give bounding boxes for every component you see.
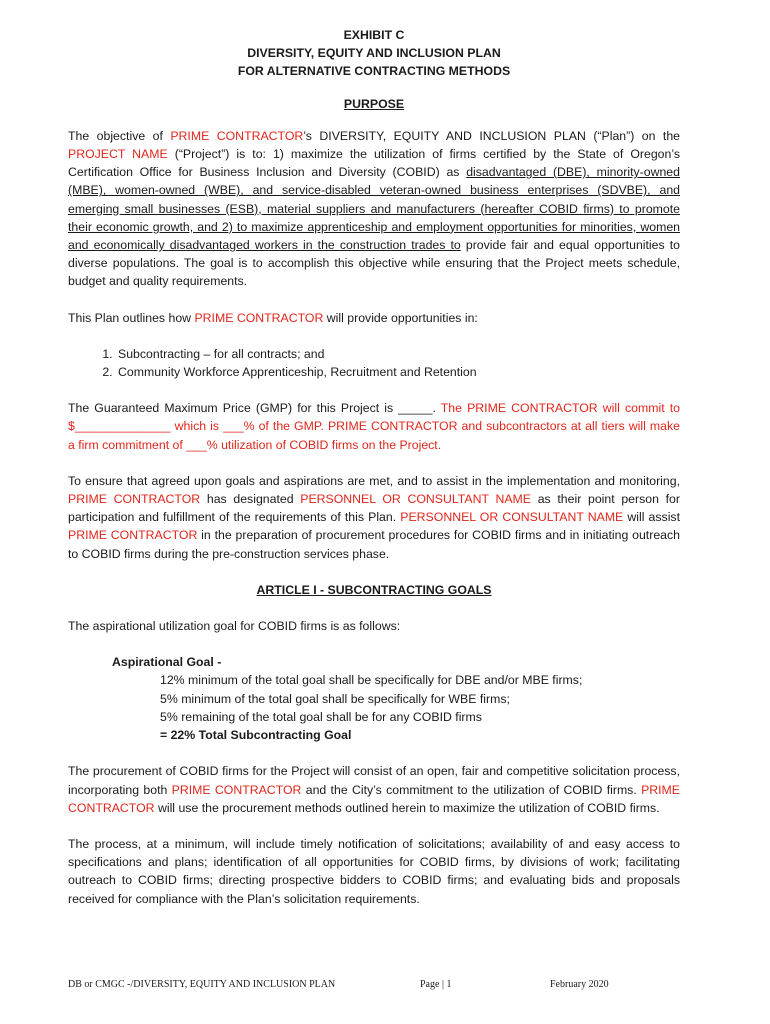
gmp-paragraph: The Guaranteed Maximum Price (GMP) for this Project is _____. The PRIME CONTRACTOR will commit to $______________ which is ___% of the GMP. PRIME CONTRACTOR and subcontractors at all tiers will make a firm commitment of ___% utilization of COBID firms on the Project. xyxy=(68,401,680,452)
footer-date: February 2020 xyxy=(550,979,609,990)
personnel-placeholder: PERSONNEL OR CONSULTANT NAME xyxy=(400,510,624,525)
goal-label: Aspirational Goal - xyxy=(112,655,222,670)
goal-intro-paragraph: The aspirational utilization goal for COBID firms is as follows: xyxy=(68,619,401,634)
goal-total: = 22% Total Subcontracting Goal xyxy=(160,728,352,743)
opportunity-list xyxy=(68,345,680,381)
plan-outline-paragraph: This Plan outlines how PRIME CONTRACTOR will provide opportunities in: xyxy=(68,310,478,325)
implementation-paragraph: To ensure that agreed upon goals and aspirations are met, and to assist in the implementation and monitoring, PRIME CONTRACTOR has designated PERSONNEL OR CONSULTANT NAME as their point person for participation and fulfillment of the requirements of this Plan. PERSONNEL OR CONSULTANT NAME will assist PRIME CONTRACTOR in the preparation of procurement procedures for COBID firms and in initiating outreach to COBID firms during the pre-construction services phase. xyxy=(68,473,680,561)
commitment-placeholder: The PRIME CONTRACTOR will commit to $______________ which is ___% of the GMP. PRIME CONTRACTOR and subcontractors at all tiers will make a firm commitment of ___% utilization of COBID firms on the Project. xyxy=(68,401,680,452)
list-item: 1. Subcontracting – for all contracts; and xyxy=(116,345,680,363)
underlined-objective: disadvantaged (DBE), minority-owned (MBE), women-owned (WBE), and service-disabled veteran-owned business enterprises (SDVBE), and emerging small businesses (ESB), material suppliers and manufacturers (hereafter COBID firms) to promote their economic growth, and 2) to maximize apprenticeship and employment opportunities for minorities, women and economically disadvantaged workers in the construction trades to xyxy=(68,165,680,253)
goal-line: 12% minimum of the total goal shall be specifically for DBE and/or MBE firms; xyxy=(160,673,583,688)
plan-subtitle: FOR ALTERNATIVE CONTRACTING METHODS xyxy=(237,64,511,79)
process-paragraph: The process, at a minimum, will include timely notification of solicitations; availability of and easy access to specifications and plans; identification of all opportunities for COBID firms, by divisions of work; facilitating outreach to COBID firms; directing prospective bidders to COBID firms; and evaluating bids and proposals received for compliance with the Plan’s solicitation requirements. xyxy=(68,836,680,906)
exhibit-title: EXHIBIT C xyxy=(343,28,405,42)
aspirational-goal-block xyxy=(112,653,680,744)
procurement-paragraph: The procurement of COBID firms for the Project will consist of an open, fair and competitive solicitation process, incorporating both PRIME CONTRACTOR and the City’s commitment to the utilization of COBID firms. PRIME CONTRACTOR will use the procurement methods outlined herein to maximize the utilization of COBID firms. xyxy=(68,764,681,815)
prime-contractor-placeholder: PRIME CONTRACTOR xyxy=(68,528,198,543)
footer-page-number: Page | 1 xyxy=(420,979,452,990)
document-page xyxy=(68,26,680,908)
prime-contractor-placeholder: PRIME CONTRACTOR xyxy=(170,128,304,143)
purpose-heading: PURPOSE xyxy=(343,96,405,111)
prime-contractor-placeholder: PRIME CONTRACTOR xyxy=(68,492,201,507)
plan-title: DIVERSITY, EQUITY AND INCLUSION PLAN xyxy=(247,46,501,61)
personnel-placeholder: PERSONNEL OR CONSULTANT NAME xyxy=(300,492,531,507)
project-name-placeholder: PROJECT NAME xyxy=(68,147,168,162)
objective-paragraph: The objective of PRIME CONTRACTOR’s DIVERSITY, EQUITY AND INCLUSION PLAN (“Plan”) on the PROJECT NAME (“Project”) is to: 1) maximize the utilization of firms certified by the State of Oregon’s Certification Office for Business Inclusion and Diversity (COBID) as disadvantaged (DBE), minority-owned (MBE), women-owned (WBE), and service-disabled veteran-owned business enterprises (SDVBE), and emerging small businesses (ESB), material suppliers and manufacturers (hereafter COBID firms) to promote their economic growth, and 2) to maximize apprenticeship and employment opportunities for minorities, women and economically disadvantaged workers in the construction trades to provide fair and equal opportunities to diverse populations. The goal is to accomplish this objective while ensuring that the Project meets schedule, budget and quality requirements. xyxy=(68,128,680,289)
article-heading: ARTICLE I - SUBCONTRACTING GOALS xyxy=(256,582,492,597)
goal-line: 5% remaining of the total goal shall be for any COBID firms xyxy=(160,709,482,724)
goal-line: 5% minimum of the total goal shall be specifically for WBE firms; xyxy=(160,691,510,706)
prime-contractor-placeholder: PRIME CONTRACTOR xyxy=(194,310,324,325)
list-item: 2. Community Workforce Apprenticeship, Recruitment and Retention xyxy=(116,363,680,381)
footer-document-name: DB or CMGC -/DIVERSITY, EQUITY AND INCLUSION PLAN xyxy=(68,979,336,990)
prime-contractor-placeholder: PRIME CONTRACTOR xyxy=(68,782,681,815)
prime-contractor-placeholder: PRIME CONTRACTOR xyxy=(171,782,302,797)
